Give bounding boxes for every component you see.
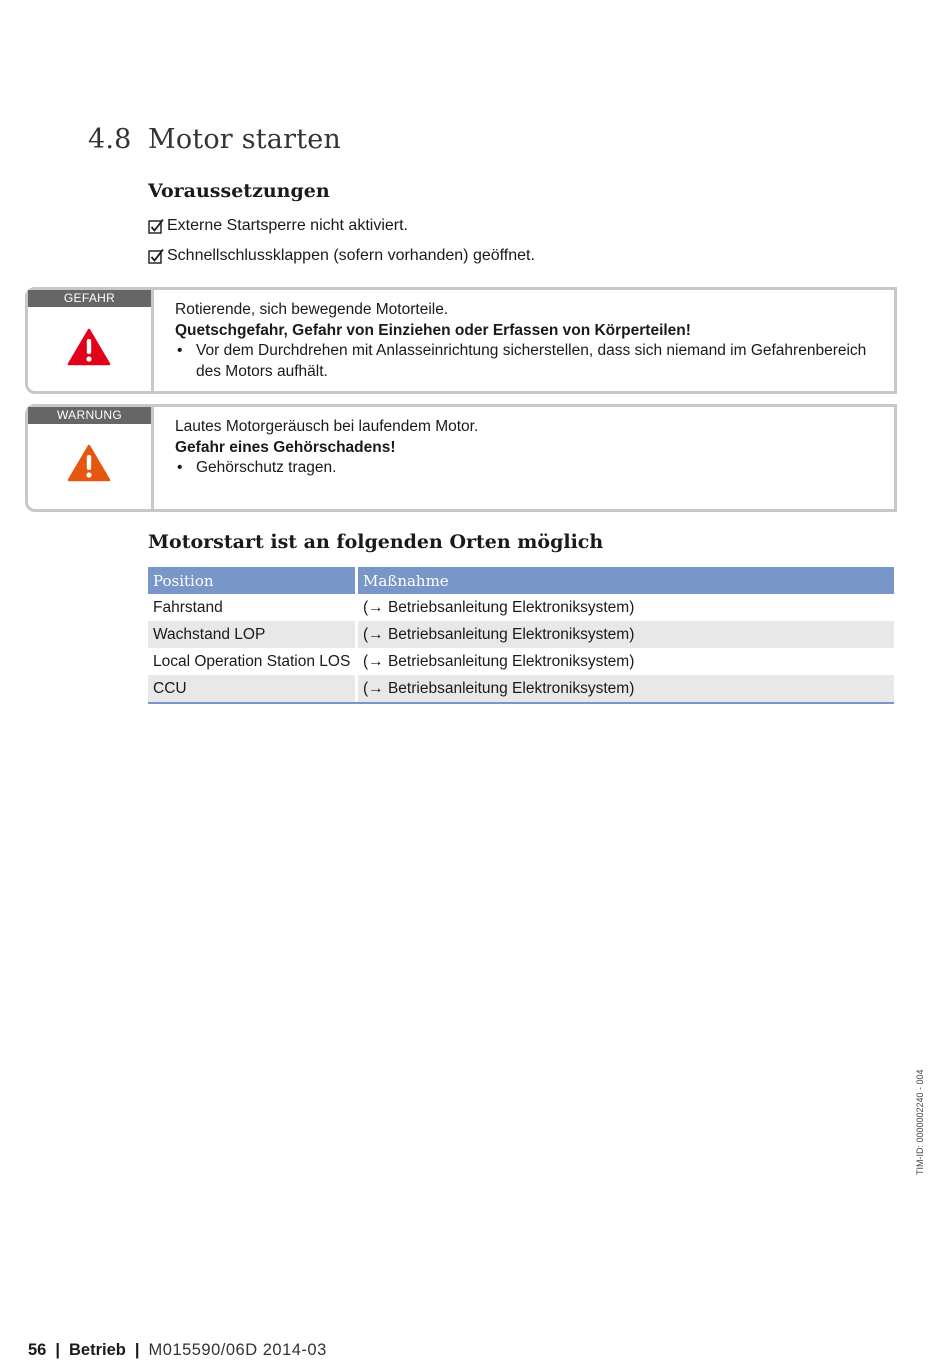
warning-description: Lautes Motorgeräusch bei laufendem Motor. xyxy=(175,418,479,435)
warning-content xyxy=(175,417,874,479)
table-row xyxy=(148,675,894,702)
cell-action: (→ Betriebsanleitung Elektroniksystem) xyxy=(363,652,635,670)
warning-triangle-icon xyxy=(67,444,111,482)
footer-chapter: Betrieb xyxy=(68,1341,126,1359)
danger-hazard: Quetschgefahr, Gefahr von Einziehen oder Erfassen von Körperteilen! xyxy=(175,321,691,339)
footer-separator: | xyxy=(55,1341,60,1359)
section-number: 4.8 xyxy=(88,124,132,155)
danger-sidebar xyxy=(28,290,154,391)
warning-hazard: Gefahr eines Gehörschadens! xyxy=(175,438,396,456)
prerequisite-item xyxy=(148,217,408,235)
danger-description: Rotierende, sich bewegende Motorteile. xyxy=(175,301,449,318)
prerequisite-text: Schnellschlussklappen (sofern vorhanden) geöffnet. xyxy=(167,247,535,264)
locations-table xyxy=(148,567,894,704)
table-row xyxy=(148,594,894,621)
section-title: Motor starten xyxy=(148,124,342,155)
cell-position: CCU xyxy=(148,675,358,702)
locations-heading: Motorstart ist an folgenden Orten möglich xyxy=(148,531,604,553)
danger-notice xyxy=(25,287,897,394)
danger-label: GEFAHR xyxy=(28,290,151,307)
column-header-action: Maßnahme xyxy=(358,567,894,594)
prerequisite-text: Externe Startsperre nicht aktiviert. xyxy=(167,217,408,234)
prerequisites-heading: Voraussetzungen xyxy=(148,180,330,202)
table-row xyxy=(148,648,894,675)
cell-action: (→ Betriebsanleitung Elektroniksystem) xyxy=(363,598,635,616)
prerequisite-item xyxy=(148,247,535,265)
cell-position: Local Operation Station LOS xyxy=(148,648,358,675)
tim-id: TIM-ID: 0000002240 - 004 xyxy=(915,1069,925,1175)
warning-instruction-text: Gehörschutz tragen. xyxy=(196,459,337,476)
cell-position: Wachstand LOP xyxy=(148,621,358,648)
section-heading xyxy=(88,124,341,155)
table-header-row xyxy=(148,567,894,594)
footer-separator: | xyxy=(134,1341,140,1359)
cell-position: Fahrstand xyxy=(148,594,358,621)
warning-triangle-icon xyxy=(67,328,111,366)
footer-document-id: M015590/06D 2014-03 xyxy=(148,1341,327,1359)
warning-sidebar xyxy=(28,407,154,509)
column-header-position: Position xyxy=(148,567,358,594)
checked-box-icon xyxy=(148,248,165,265)
page-number: 56 xyxy=(28,1341,47,1359)
cell-action: (→ Betriebsanleitung Elektroniksystem) xyxy=(358,621,894,648)
cell-action: (→ Betriebsanleitung Elektroniksystem) xyxy=(358,675,894,702)
danger-instruction: • Vor dem Durchdrehen mit Anlasseinrichtung sicherstellen, dass sich niemand im Gefahrenbereich des Motors aufhält. xyxy=(175,341,874,382)
page-footer xyxy=(28,1341,327,1360)
danger-content xyxy=(175,300,874,382)
warning-instruction: • Gehörschutz tragen. xyxy=(175,458,874,479)
warning-notice xyxy=(25,404,897,512)
warning-label: WARNUNG xyxy=(28,407,151,424)
table-row xyxy=(148,621,894,648)
danger-instruction-text: Vor dem Durchdrehen mit Anlasseinrichtung sicherstellen, dass sich niemand im Gefahrenbereich des Motors aufhält. xyxy=(196,342,867,380)
checked-box-icon xyxy=(148,218,165,235)
